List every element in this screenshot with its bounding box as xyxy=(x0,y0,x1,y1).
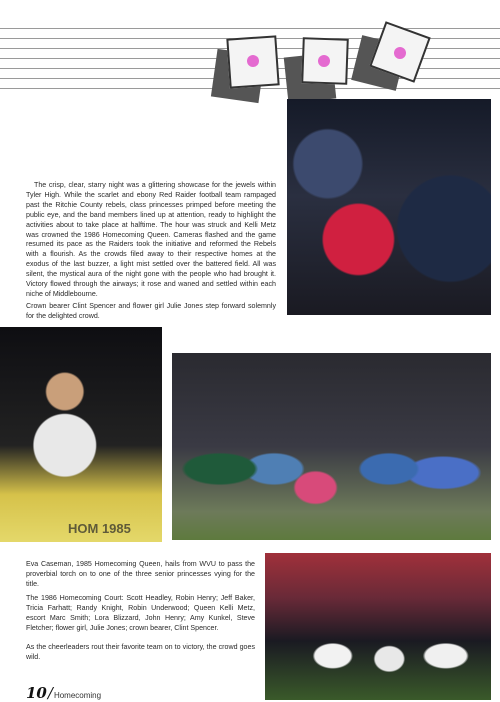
section-name: Homecoming xyxy=(53,691,102,700)
photo-homecoming-court xyxy=(172,353,491,540)
caption-1985-queen: Eva Caseman, 1985 Homecoming Queen, hails from WVU to pass the proverbial torch on to one of the three senior princesses vying for the title. xyxy=(26,560,255,588)
page-number: 10 xyxy=(26,684,47,702)
folio-separator: / xyxy=(47,684,53,702)
accent-dot xyxy=(247,55,259,67)
photo-crown-bearer-flower-girl xyxy=(287,99,491,315)
caption-crown-bearer: Crown bearer Clint Spencer and flower girl Julie Jones step forward solemnly for the delighted crowd. xyxy=(26,302,276,320)
accent-dot xyxy=(318,55,330,67)
photo-cheerleaders xyxy=(265,553,491,700)
page-folio xyxy=(26,684,101,702)
caption-cheerleaders: As the cheerleaders rout their favorite team on to victory, the crowd goes wild. xyxy=(26,643,255,661)
car-sign: HOM 1985 xyxy=(68,521,131,536)
photo-1985-queen-in-car xyxy=(0,327,162,542)
caption-homecoming-court: The 1986 Homecoming Court: Scott Headley, Robin Henry; Jeff Baker, Tricia Farhatt; Randy Knight, Robin Underwood; Queen Kelli Metz, escort Marc Smith; Lora Blizzard, John Henry; Amy Kunkel, Steve Fletcher; flower girl, Julie Jones; crown bearer, Clint Spencer. xyxy=(26,594,255,632)
body-paragraph: The crisp, clear, starry night was a glittering showcase for the jewels within Tyler High. While the scarlet and ebony Red Raider football team rampaged past the Ritchie County rebels, class princesses primped before meeting the public eye, and the band members lined up at attention, ready to highlight the activities about to take place at halftime. The hour was struck and Kelli Metz was crowned the 1986 Homecoming Queen. Cameras flashed and the game resumed its pace as the Raiders took the initiative and reformed the Rebels with a flourish. As the crowds filed away to their respective homes at the exodus of the last buzzer, a light mist settled over the battered field. All was silent, the mystical aura of the night gone with the people who had brought it. Victory flowed through the airways; it rose and waned and settled within each niche of Middlebourne. xyxy=(26,181,276,298)
accent-dot xyxy=(394,47,406,59)
